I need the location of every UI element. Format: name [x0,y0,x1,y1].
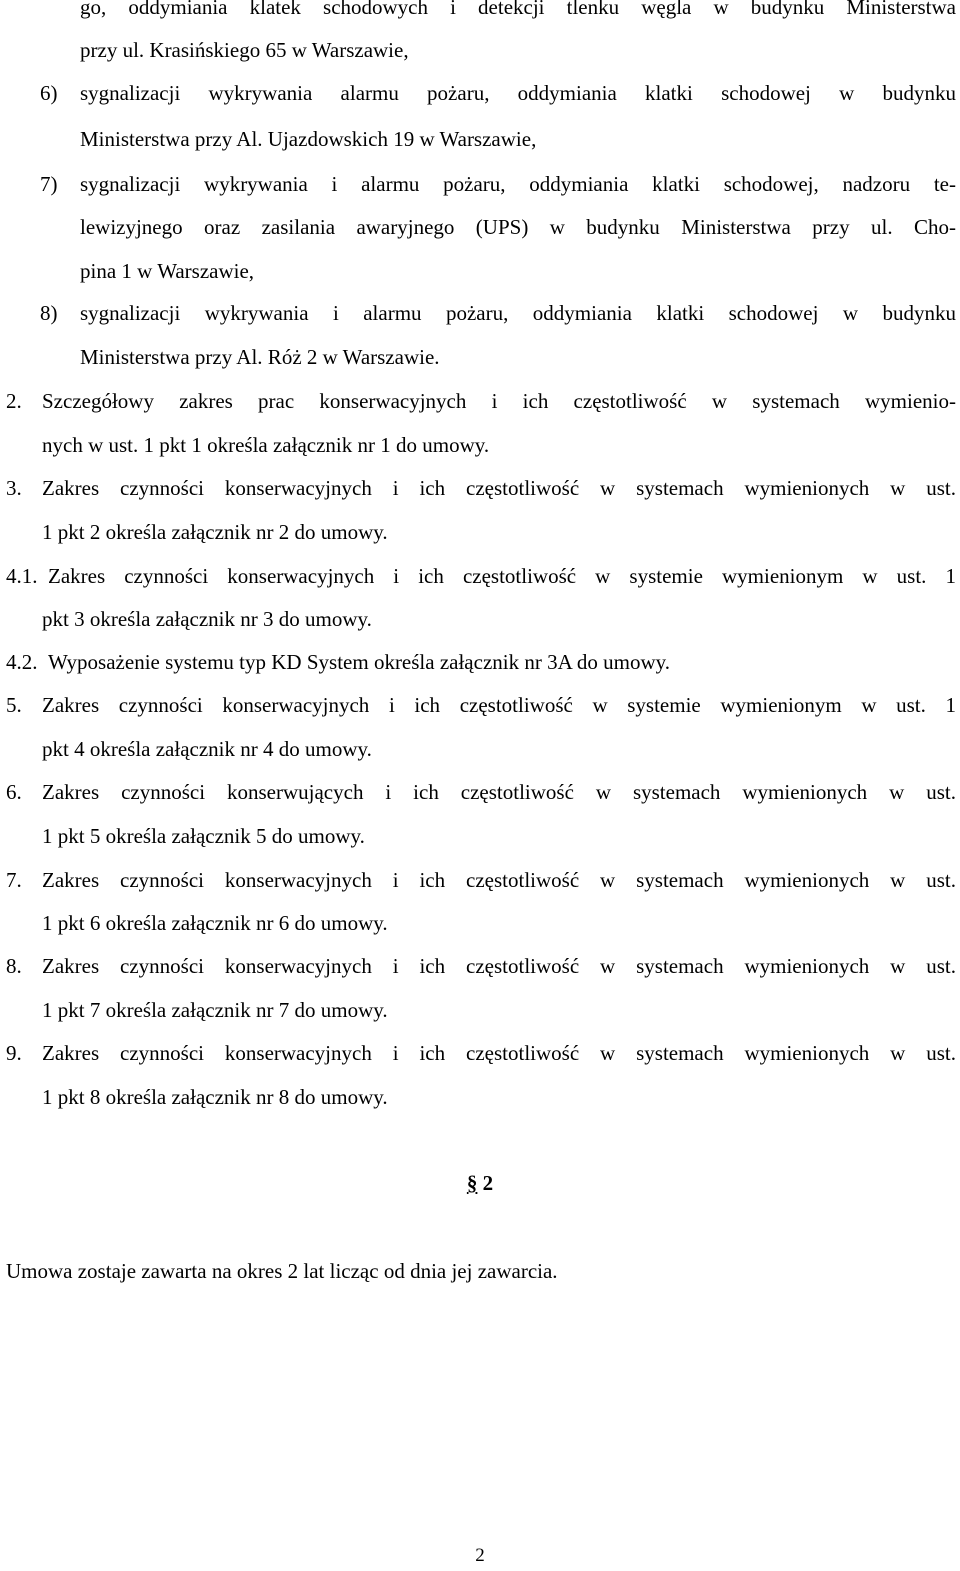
point-line: Szczegółowy zakres prac konserwacyjnych i ich częstotliwość w systemach wymienio- [42,389,956,413]
point-line: Zakres czynności konserwujących i ich częstotliwość w systemach wymienionych w ust. [42,780,956,804]
sub-item-line: Ministerstwa przy Al. Róż 2 w Warszawie. [80,345,440,369]
sub-item-line: sygnalizacji wykrywania i alarmu pożaru, oddymiania klatki schodowej w budynku [80,301,956,325]
point-marker: 8. [6,954,22,978]
point-marker: 9. [6,1041,22,1065]
point-line: 1 pkt 2 określa załącznik nr 2 do umowy. [42,520,388,544]
sub-item-line: Ministerstwa przy Al. Ujazdowskich 19 w Warszawie, [80,127,537,151]
point-line: nych w ust. 1 pkt 1 określa załącznik nr 1 do umowy. [42,433,490,457]
section-heading [0,1168,960,1198]
section-symbol: § [466,1171,478,1195]
point-line: Zakres czynności konserwacyjnych i ich częstotliwość w systemach wymienionych w ust. [42,476,956,500]
sub-item-marker: 8) [40,301,58,325]
point-line: 1 pkt 6 określa załącznik nr 6 do umowy. [42,911,388,935]
sub-item-marker: 7) [40,172,58,196]
sub-item-line: lewizyjnego oraz zasilania awaryjnego (UPS) w budynku Ministerstwa przy ul. Cho- [80,215,956,239]
sub-item-line: pina 1 w Warszawie, [80,259,255,283]
point-marker: 3. [6,476,22,500]
point-line: Zakres czynności konserwacyjnych i ich częstotliwość w systemach wymienionych w ust. [42,1041,956,1065]
point-line: 1 pkt 8 określa załącznik nr 8 do umowy. [42,1085,388,1109]
point-line: pkt 4 określa załącznik nr 4 do umowy. [42,737,372,761]
sub-item-line: sygnalizacji wykrywania alarmu pożaru, oddymiania klatki schodowej w budynku [80,81,956,105]
point-line: Zakres czynności konserwacyjnych i ich częstotliwość w systemie wymienionym w ust. 1 [48,564,956,588]
section-text: Umowa zostaje zawarta na okres 2 lat licząc od dnia jej zawarcia. [6,1259,558,1283]
point-marker: 4.2. [6,650,38,674]
point-line: 1 pkt 7 określa załącznik nr 7 do umowy. [42,998,388,1022]
point-line: pkt 3 określa załącznik nr 3 do umowy. [42,607,372,631]
point-marker: 4.1. [6,564,38,588]
point-marker: 6. [6,780,22,804]
point-line: Wyposażenie systemu typ KD System określa załącznik nr 3A do umowy. [48,650,670,674]
point-line: Zakres czynności konserwacyjnych i ich częstotliwość w systemie wymienionym w ust. 1 [42,693,956,717]
point-marker: 2. [6,389,22,413]
point-line: 1 pkt 5 określa załącznik 5 do umowy. [42,824,365,848]
point-marker: 5. [6,693,22,717]
page-number: 2 [475,1545,485,1566]
point-marker: 7. [6,868,22,892]
sub-item-marker: 6) [40,81,58,105]
point-line: Zakres czynności konserwacyjnych i ich częstotliwość w systemach wymienionych w ust. [42,868,956,892]
intro-line-1: go, oddymiania klatek schodowych i detekcji tlenku węgla w budynku Ministerstwa [80,0,956,19]
point-line: Zakres czynności konserwacyjnych i ich częstotliwość w systemach wymienionych w ust. [42,954,956,978]
sub-item-line: sygnalizacji wykrywania i alarmu pożaru, oddymiania klatki schodowej, nadzoru te- [80,172,956,196]
section-number: 2 [482,1171,494,1195]
intro-line-2: przy ul. Krasińskiego 65 w Warszawie, [80,38,409,62]
